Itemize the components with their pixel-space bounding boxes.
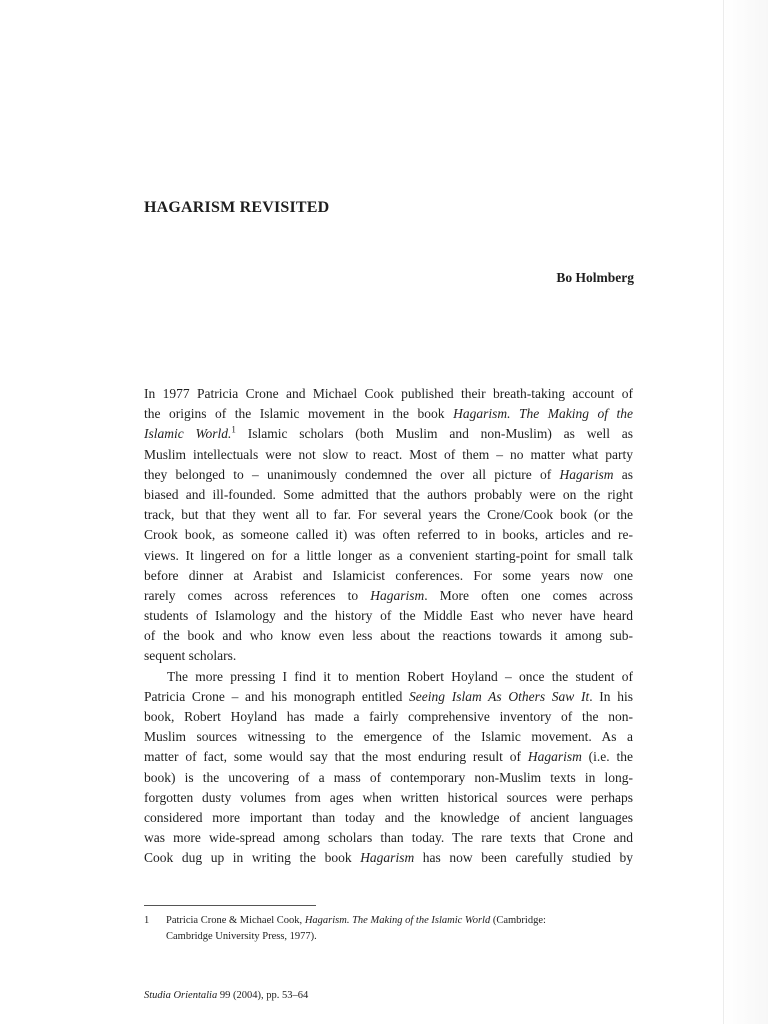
book-title: Hagarism. The Making of the Islamic World: [304, 915, 491, 926]
body-line: Muslim sources witnessing to the emergence of the Islamic movement. As a: [144, 729, 633, 745]
book-title: Hagarism: [360, 850, 415, 866]
body-line: book) is the uncovering of a mass of contemporary non-Muslim texts in long-: [144, 769, 633, 785]
body-line: the origins of the Islamic movement in the book Hagarism. The Making of the: [144, 406, 633, 422]
body-line: was more wide-spread among scholars than today. The rare texts that Crone and: [144, 830, 633, 846]
book-title: Islamic World.: [144, 426, 232, 442]
body-line: track, but that they went all to far. For several years the Crone/Cook book (or the: [144, 507, 633, 523]
body-line: The more pressing I find it to mention Robert Hoyland – once the student of: [167, 668, 633, 684]
body-line: they belonged to – unanimously condemned the over all picture of Hagarism as: [144, 466, 634, 482]
body-line: rarely comes across references to Hagarism. More often one comes across: [144, 587, 633, 603]
book-title: Seeing Islam As Others Saw It: [409, 688, 590, 704]
body-line: Crook book, as someone called it) was often referred to in books, articles and re-: [144, 527, 633, 543]
book-title: Hagarism: [559, 466, 614, 482]
footnote-number: 1: [144, 915, 150, 926]
footnote-line: Cambridge University Press, 1977).: [166, 931, 317, 942]
body-text: [144, 384, 633, 869]
article-title: HAGARISM REVISITED: [144, 199, 330, 216]
body-line: views. It lingered on for a little longer as a convenient starting-point for small talk: [144, 547, 633, 563]
footnote-divider: [144, 905, 316, 906]
journal-details: 99 (2004), pp. 53–64: [217, 990, 309, 1001]
book-title: Hagarism. The Making of the: [453, 406, 633, 422]
footnote-reference[interactable]: 1: [231, 424, 236, 435]
body-line: of the book and who know even less about the reactions towards it among sub-: [144, 628, 633, 644]
footnote: [144, 913, 633, 945]
body-line: In 1977 Patricia Crone and Michael Cook published their breath-taking account of: [144, 386, 633, 401]
body-line: Cook dug up in writing the book Hagarism has now been carefully studied by: [144, 850, 633, 866]
body-line: biased and ill-founded. Some admitted that the authors probably were on the right: [144, 486, 633, 502]
footnote-line: Patricia Crone & Michael Cook, Hagarism. The Making of the Islamic World (Cambridge:: [166, 915, 546, 926]
body-line: before dinner at Arabist and Islamicist conferences. For some years now one: [144, 567, 633, 583]
body-line: sequent scholars.: [144, 648, 237, 664]
book-title: Hagarism: [370, 587, 425, 603]
page-edge: [723, 0, 768, 1024]
book-title: Hagarism: [527, 749, 582, 765]
body-line: students of Islamology and the history of the Middle East who never have heard: [144, 608, 633, 624]
body-line: Muslim intellectuals were not slow to react. Most of them – no matter what party: [144, 446, 633, 462]
body-line: book, Robert Hoyland has made a fairly comprehensive inventory of the non-: [144, 709, 633, 724]
body-line: Patricia Crone – and his monograph entitled Seeing Islam As Others Saw It. In his: [144, 688, 633, 704]
body-line: forgotten dusty volumes from ages when written historical sources were perhaps: [144, 789, 633, 805]
body-line: Islamic World.$^1$ Islamic scholars (both Muslim and non-Muslim) as well as: [144, 424, 633, 442]
footnote-text: [166, 913, 633, 945]
article-author: Bo Holmberg: [556, 270, 634, 285]
journal-name: Studia Orientalia: [144, 990, 218, 1001]
body-line: considered more important than today and the knowledge of ancient languages: [144, 809, 633, 825]
body-line: matter of fact, some would say that the most enduring result of Hagarism (i.e. the: [144, 749, 633, 765]
journal-citation: [144, 990, 308, 1001]
